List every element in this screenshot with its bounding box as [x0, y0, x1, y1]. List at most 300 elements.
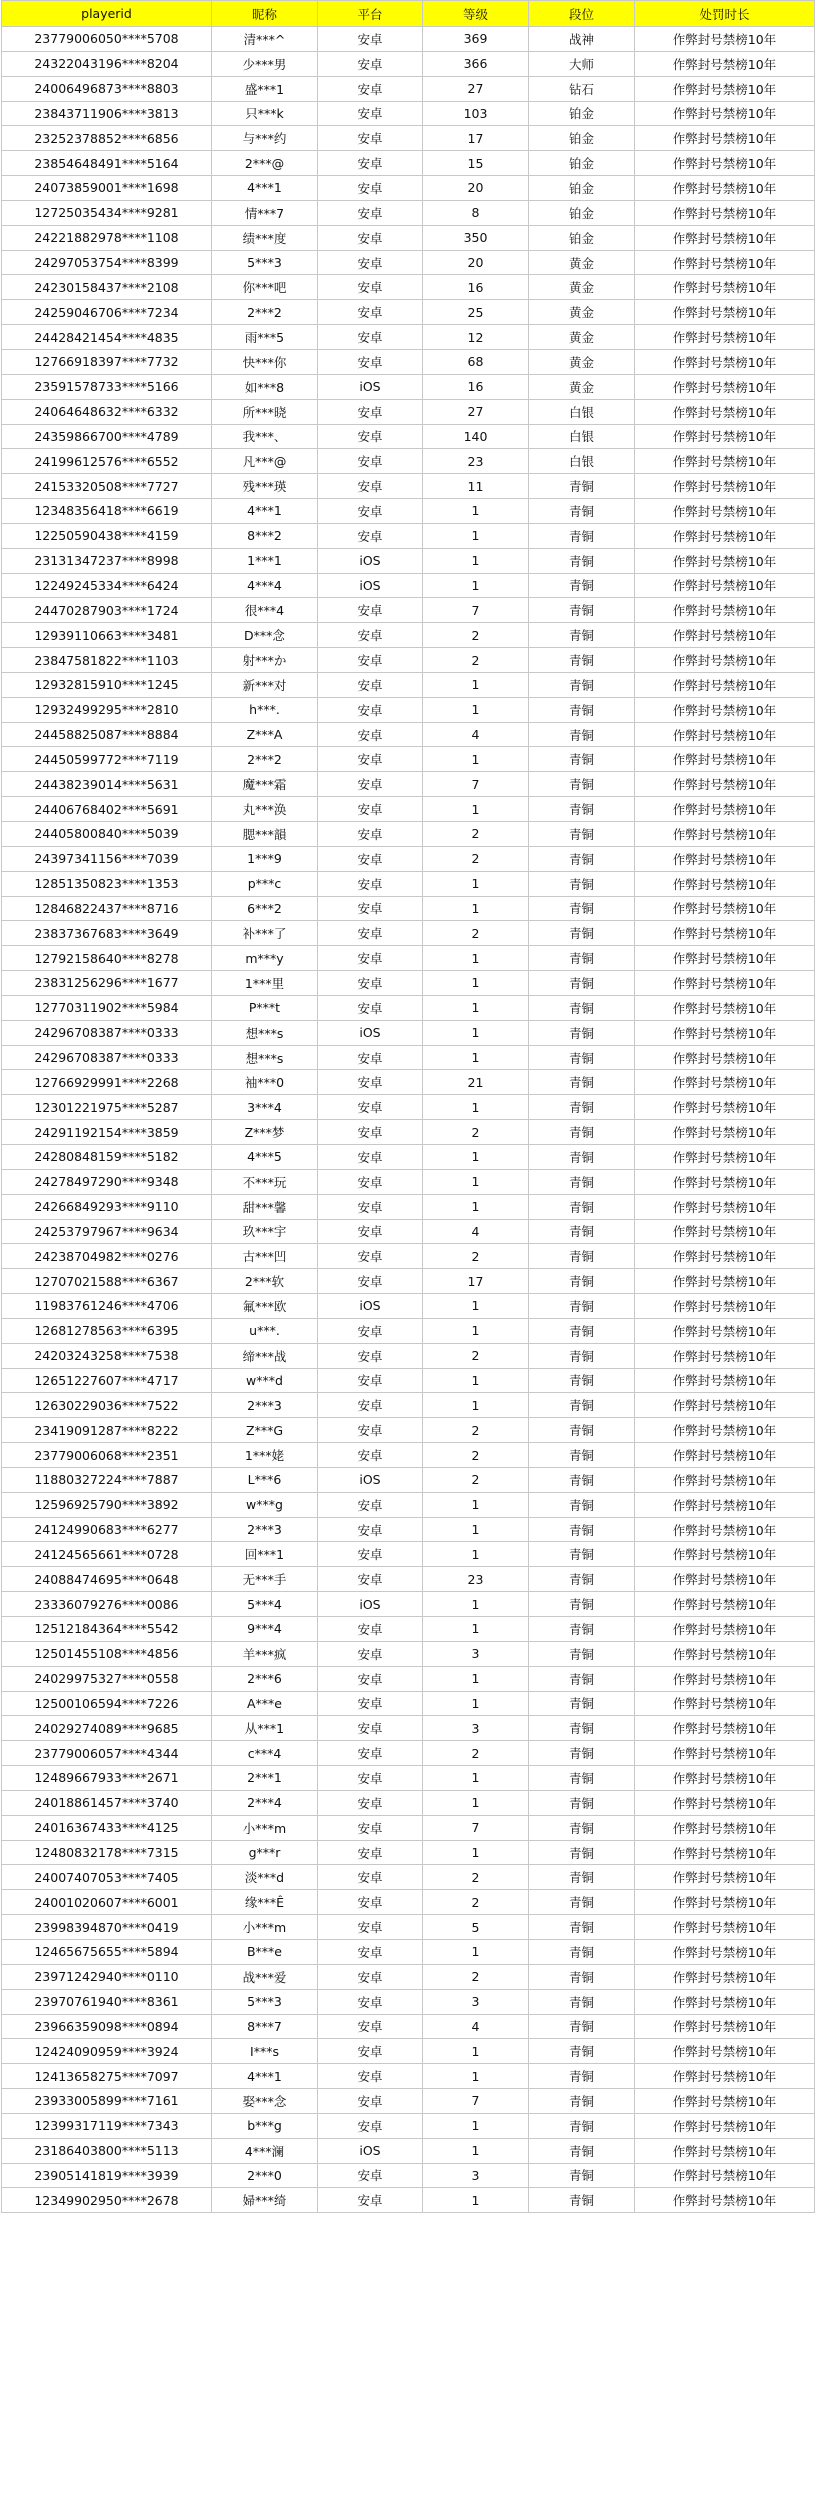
- cell-level: 1: [423, 2113, 529, 2138]
- table-row: [2, 1095, 815, 1120]
- cell-rank: 青铜: [529, 896, 635, 921]
- cell-nickname: c***4: [212, 1741, 318, 1766]
- cell-level: 1: [423, 1194, 529, 1219]
- cell-penalty: 作弊封号禁榜10年: [635, 325, 815, 350]
- cell-playerid: 24088474695****0648: [2, 1567, 212, 1592]
- cell-rank: 青铜: [529, 523, 635, 548]
- cell-level: 7: [423, 1815, 529, 1840]
- cell-nickname: 魔***霜: [212, 772, 318, 797]
- cell-platform: 安卓: [318, 1716, 423, 1741]
- cell-level: 1: [423, 747, 529, 772]
- cell-penalty: 作弊封号禁榜10年: [635, 523, 815, 548]
- cell-level: 369: [423, 27, 529, 52]
- cell-penalty: 作弊封号禁榜10年: [635, 1741, 815, 1766]
- table-row: [2, 126, 815, 151]
- table-row: [2, 2113, 815, 2138]
- cell-playerid: 23779006057****4344: [2, 1741, 212, 1766]
- table-row: [2, 1443, 815, 1468]
- cell-platform: 安卓: [318, 772, 423, 797]
- cell-rank: 青铜: [529, 2113, 635, 2138]
- cell-platform: iOS: [318, 1467, 423, 1492]
- cell-nickname: 快***你: [212, 349, 318, 374]
- cell-playerid: 23831256296****1677: [2, 971, 212, 996]
- cell-nickname: 2***0: [212, 2163, 318, 2188]
- cell-rank: 白银: [529, 399, 635, 424]
- cell-playerid: 23905141819****3939: [2, 2163, 212, 2188]
- cell-platform: iOS: [318, 1020, 423, 1045]
- cell-rank: 大师: [529, 51, 635, 76]
- cell-level: 1: [423, 1592, 529, 1617]
- cell-penalty: 作弊封号禁榜10年: [635, 1244, 815, 1269]
- cell-rank: 白银: [529, 449, 635, 474]
- table-row: [2, 1567, 815, 1592]
- cell-playerid: 23591578733****5166: [2, 374, 212, 399]
- cell-platform: 安卓: [318, 27, 423, 52]
- cell-penalty: 作弊封号禁榜10年: [635, 1343, 815, 1368]
- cell-nickname: 甜***馨: [212, 1194, 318, 1219]
- cell-rank: 青铜: [529, 548, 635, 573]
- cell-nickname: B***e: [212, 1939, 318, 1964]
- cell-playerid: 12489667933****2671: [2, 1766, 212, 1791]
- cell-platform: 安卓: [318, 225, 423, 250]
- cell-nickname: g***r: [212, 1840, 318, 1865]
- cell-platform: 安卓: [318, 499, 423, 524]
- table-row: [2, 449, 815, 474]
- cell-rank: 青铜: [529, 1617, 635, 1642]
- cell-platform: 安卓: [318, 623, 423, 648]
- cell-level: 366: [423, 51, 529, 76]
- cell-penalty: 作弊封号禁榜10年: [635, 2188, 815, 2213]
- cell-penalty: 作弊封号禁榜10年: [635, 1915, 815, 1940]
- cell-platform: 安卓: [318, 1964, 423, 1989]
- cell-level: 1: [423, 1840, 529, 1865]
- table-row: [2, 846, 815, 871]
- cell-platform: 安卓: [318, 1169, 423, 1194]
- cell-level: 2: [423, 1120, 529, 1145]
- cell-playerid: 23779006068****2351: [2, 1443, 212, 1468]
- cell-rank: 青铜: [529, 797, 635, 822]
- cell-platform: 安卓: [318, 2014, 423, 2039]
- cell-platform: 安卓: [318, 1120, 423, 1145]
- cell-rank: 青铜: [529, 921, 635, 946]
- cell-rank: 青铜: [529, 1294, 635, 1319]
- cell-platform: 安卓: [318, 300, 423, 325]
- cell-penalty: 作弊封号禁榜10年: [635, 2163, 815, 2188]
- cell-penalty: 作弊封号禁榜10年: [635, 921, 815, 946]
- cell-penalty: 作弊封号禁榜10年: [635, 1815, 815, 1840]
- cell-nickname: 无***手: [212, 1567, 318, 1592]
- cell-nickname: 情***7: [212, 200, 318, 225]
- cell-rank: 青铜: [529, 747, 635, 772]
- cell-level: 2: [423, 822, 529, 847]
- cell-platform: 安卓: [318, 1890, 423, 1915]
- cell-rank: 青铜: [529, 1045, 635, 1070]
- cell-platform: 安卓: [318, 2064, 423, 2089]
- table-row: [2, 474, 815, 499]
- cell-penalty: 作弊封号禁榜10年: [635, 1641, 815, 1666]
- cell-nickname: 少***男: [212, 51, 318, 76]
- cell-penalty: 作弊封号禁榜10年: [635, 51, 815, 76]
- table-row: [2, 225, 815, 250]
- cell-platform: 安卓: [318, 1815, 423, 1840]
- cell-nickname: w***d: [212, 1368, 318, 1393]
- cell-platform: 安卓: [318, 747, 423, 772]
- cell-penalty: 作弊封号禁榜10年: [635, 1219, 815, 1244]
- cell-level: 4: [423, 2014, 529, 2039]
- cell-nickname: 8***2: [212, 523, 318, 548]
- cell-rank: 青铜: [529, 2188, 635, 2213]
- table-row: [2, 2014, 815, 2039]
- cell-rank: 青铜: [529, 2138, 635, 2163]
- cell-level: 16: [423, 275, 529, 300]
- cell-rank: 青铜: [529, 1095, 635, 1120]
- cell-platform: 安卓: [318, 995, 423, 1020]
- cell-platform: iOS: [318, 548, 423, 573]
- cell-level: 103: [423, 101, 529, 126]
- table-row: [2, 1120, 815, 1145]
- cell-platform: 安卓: [318, 1492, 423, 1517]
- cell-penalty: 作弊封号禁榜10年: [635, 896, 815, 921]
- cell-playerid: 12651227607****4717: [2, 1368, 212, 1393]
- cell-rank: 铂金: [529, 101, 635, 126]
- column-header-penalty: 处罚时长: [635, 1, 815, 27]
- cell-nickname: 所***晓: [212, 399, 318, 424]
- cell-platform: 安卓: [318, 1766, 423, 1791]
- cell-rank: 青铜: [529, 722, 635, 747]
- cell-platform: 安卓: [318, 2089, 423, 2114]
- column-header-level: 等级: [423, 1, 529, 27]
- cell-platform: 安卓: [318, 1393, 423, 1418]
- cell-nickname: 只***k: [212, 101, 318, 126]
- cell-rank: 黄金: [529, 349, 635, 374]
- table-row: [2, 1840, 815, 1865]
- cell-penalty: 作弊封号禁榜10年: [635, 176, 815, 201]
- cell-platform: 安卓: [318, 474, 423, 499]
- cell-level: 1: [423, 2138, 529, 2163]
- cell-platform: 安卓: [318, 275, 423, 300]
- cell-nickname: 5***3: [212, 250, 318, 275]
- cell-level: 1: [423, 797, 529, 822]
- cell-nickname: 5***4: [212, 1592, 318, 1617]
- cell-penalty: 作弊封号禁榜10年: [635, 2089, 815, 2114]
- cell-platform: 安卓: [318, 1567, 423, 1592]
- cell-penalty: 作弊封号禁榜10年: [635, 1294, 815, 1319]
- cell-level: 17: [423, 1269, 529, 1294]
- table-row: [2, 1244, 815, 1269]
- cell-platform: 安卓: [318, 250, 423, 275]
- cell-rank: 白银: [529, 424, 635, 449]
- cell-rank: 青铜: [529, 871, 635, 896]
- cell-platform: 安卓: [318, 1666, 423, 1691]
- cell-platform: 安卓: [318, 76, 423, 101]
- cell-rank: 黄金: [529, 374, 635, 399]
- table-row: [2, 697, 815, 722]
- cell-level: 1: [423, 573, 529, 598]
- cell-playerid: 24322043196****8204: [2, 51, 212, 76]
- cell-nickname: 氟***欧: [212, 1294, 318, 1319]
- cell-nickname: 3***4: [212, 1095, 318, 1120]
- cell-playerid: 12500106594****7226: [2, 1691, 212, 1716]
- cell-level: 140: [423, 424, 529, 449]
- cell-level: 27: [423, 76, 529, 101]
- table-row: [2, 1517, 815, 1542]
- cell-rank: 青铜: [529, 1443, 635, 1468]
- cell-playerid: 24359866700****4789: [2, 424, 212, 449]
- cell-nickname: 2***2: [212, 300, 318, 325]
- table-row: [2, 1766, 815, 1791]
- cell-penalty: 作弊封号禁榜10年: [635, 946, 815, 971]
- cell-nickname: h***.: [212, 697, 318, 722]
- cell-nickname: 1***姥: [212, 1443, 318, 1468]
- cell-penalty: 作弊封号禁榜10年: [635, 548, 815, 573]
- cell-platform: 安卓: [318, 722, 423, 747]
- cell-penalty: 作弊封号禁榜10年: [635, 101, 815, 126]
- cell-level: 1: [423, 523, 529, 548]
- table-row: [2, 1269, 815, 1294]
- cell-level: 1: [423, 946, 529, 971]
- cell-level: 1: [423, 2064, 529, 2089]
- cell-level: 23: [423, 449, 529, 474]
- cell-level: 16: [423, 374, 529, 399]
- cell-rank: 青铜: [529, 1020, 635, 1045]
- table-row: [2, 672, 815, 697]
- cell-rank: 青铜: [529, 2014, 635, 2039]
- cell-platform: 安卓: [318, 176, 423, 201]
- cell-platform: 安卓: [318, 399, 423, 424]
- cell-rank: 铂金: [529, 126, 635, 151]
- cell-playerid: 23419091287****8222: [2, 1418, 212, 1443]
- cell-playerid: 23186403800****5113: [2, 2138, 212, 2163]
- cell-nickname: 5***3: [212, 1989, 318, 2014]
- table-row: [2, 1219, 815, 1244]
- cell-nickname: m***y: [212, 946, 318, 971]
- cell-level: 5: [423, 1915, 529, 1940]
- cell-nickname: 凡***@: [212, 449, 318, 474]
- cell-playerid: 12480832178****7315: [2, 1840, 212, 1865]
- cell-playerid: 11880327224****7887: [2, 1467, 212, 1492]
- cell-nickname: 不***玩: [212, 1169, 318, 1194]
- table-row: [2, 995, 815, 1020]
- cell-level: 1: [423, 971, 529, 996]
- cell-playerid: 12932499295****2810: [2, 697, 212, 722]
- cell-rank: 青铜: [529, 1989, 635, 2014]
- cell-rank: 青铜: [529, 1368, 635, 1393]
- cell-level: 2: [423, 846, 529, 871]
- cell-playerid: 24405800840****5039: [2, 822, 212, 847]
- cell-playerid: 12249245334****6424: [2, 573, 212, 598]
- table-row: [2, 1343, 815, 1368]
- cell-playerid: 12725035434****9281: [2, 200, 212, 225]
- cell-playerid: 23933005899****7161: [2, 2089, 212, 2114]
- cell-nickname: 淡***d: [212, 1865, 318, 1890]
- table-row: [2, 598, 815, 623]
- cell-playerid: 12512184364****5542: [2, 1617, 212, 1642]
- cell-penalty: 作弊封号禁榜10年: [635, 747, 815, 772]
- cell-playerid: 24280848159****5182: [2, 1144, 212, 1169]
- cell-penalty: 作弊封号禁榜10年: [635, 1592, 815, 1617]
- cell-nickname: 2***3: [212, 1393, 318, 1418]
- cell-platform: 安卓: [318, 523, 423, 548]
- table-row: [2, 1741, 815, 1766]
- cell-penalty: 作弊封号禁榜10年: [635, 1517, 815, 1542]
- cell-rank: 青铜: [529, 697, 635, 722]
- cell-penalty: 作弊封号禁榜10年: [635, 1989, 815, 2014]
- cell-penalty: 作弊封号禁榜10年: [635, 250, 815, 275]
- cell-rank: 青铜: [529, 1144, 635, 1169]
- cell-nickname: 2***6: [212, 1666, 318, 1691]
- cell-platform: 安卓: [318, 1443, 423, 1468]
- table-row: [2, 300, 815, 325]
- cell-rank: 青铜: [529, 1070, 635, 1095]
- cell-playerid: 23837367683****3649: [2, 921, 212, 946]
- cell-level: 2: [423, 1890, 529, 1915]
- cell-penalty: 作弊封号禁榜10年: [635, 648, 815, 673]
- cell-playerid: 12465675655****5894: [2, 1939, 212, 1964]
- cell-level: 68: [423, 349, 529, 374]
- cell-playerid: 12424090959****3924: [2, 2039, 212, 2064]
- cell-rank: 青铜: [529, 946, 635, 971]
- cell-platform: iOS: [318, 374, 423, 399]
- cell-level: 11: [423, 474, 529, 499]
- cell-platform: 安卓: [318, 1144, 423, 1169]
- cell-playerid: 24153320508****7727: [2, 474, 212, 499]
- cell-rank: 青铜: [529, 1865, 635, 1890]
- cell-nickname: Z***梦: [212, 1120, 318, 1145]
- cell-platform: 安卓: [318, 921, 423, 946]
- cell-nickname: 2***3: [212, 1517, 318, 1542]
- table-row: [2, 971, 815, 996]
- cell-platform: 安卓: [318, 1070, 423, 1095]
- cell-level: 21: [423, 1070, 529, 1095]
- cell-level: 1: [423, 995, 529, 1020]
- cell-penalty: 作弊封号禁榜10年: [635, 2113, 815, 2138]
- cell-nickname: 1***里: [212, 971, 318, 996]
- cell-penalty: 作弊封号禁榜10年: [635, 1045, 815, 1070]
- cell-platform: 安卓: [318, 1269, 423, 1294]
- cell-rank: 青铜: [529, 1641, 635, 1666]
- table-row: [2, 2163, 815, 2188]
- cell-playerid: 23971242940****0110: [2, 1964, 212, 1989]
- column-header-playerid: playerid: [2, 1, 212, 27]
- cell-rank: 青铜: [529, 1766, 635, 1791]
- table-row: [2, 2064, 815, 2089]
- cell-platform: 安卓: [318, 846, 423, 871]
- cell-level: 1: [423, 1169, 529, 1194]
- cell-playerid: 24458825087****8884: [2, 722, 212, 747]
- table-header: [2, 1, 815, 27]
- table-row: [2, 1020, 815, 1045]
- cell-nickname: 补***了: [212, 921, 318, 946]
- cell-level: 2: [423, 1244, 529, 1269]
- cell-nickname: 4***1: [212, 2064, 318, 2089]
- table-row: [2, 1641, 815, 1666]
- cell-level: 1: [423, 1095, 529, 1120]
- cell-rank: 青铜: [529, 1915, 635, 1940]
- table-row: [2, 1368, 815, 1393]
- cell-nickname: 4***1: [212, 499, 318, 524]
- ban-list-table: [1, 0, 815, 2213]
- cell-penalty: 作弊封号禁榜10年: [635, 349, 815, 374]
- cell-nickname: 新***对: [212, 672, 318, 697]
- cell-playerid: 12681278563****6395: [2, 1318, 212, 1343]
- table-row: [2, 1070, 815, 1095]
- cell-penalty: 作弊封号禁榜10年: [635, 672, 815, 697]
- cell-rank: 青铜: [529, 1318, 635, 1343]
- cell-playerid: 12770311902****5984: [2, 995, 212, 1020]
- cell-playerid: 12939110663****3481: [2, 623, 212, 648]
- cell-nickname: w***g: [212, 1492, 318, 1517]
- cell-level: 1: [423, 1020, 529, 1045]
- cell-level: 4: [423, 722, 529, 747]
- table-row: [2, 1169, 815, 1194]
- cell-penalty: 作弊封号禁榜10年: [635, 797, 815, 822]
- cell-level: 1: [423, 499, 529, 524]
- cell-playerid: 12413658275****7097: [2, 2064, 212, 2089]
- cell-playerid: 12932815910****1245: [2, 672, 212, 697]
- cell-level: 27: [423, 399, 529, 424]
- cell-rank: 青铜: [529, 1691, 635, 1716]
- cell-penalty: 作弊封号禁榜10年: [635, 1070, 815, 1095]
- cell-rank: 黄金: [529, 325, 635, 350]
- cell-playerid: 12501455108****4856: [2, 1641, 212, 1666]
- cell-rank: 青铜: [529, 1517, 635, 1542]
- cell-playerid: 24199612576****6552: [2, 449, 212, 474]
- cell-platform: 安卓: [318, 1939, 423, 1964]
- cell-penalty: 作弊封号禁榜10年: [635, 76, 815, 101]
- cell-platform: 安卓: [318, 2188, 423, 2213]
- cell-penalty: 作弊封号禁榜10年: [635, 598, 815, 623]
- cell-playerid: 24397341156****7039: [2, 846, 212, 871]
- cell-level: 3: [423, 1989, 529, 2014]
- cell-nickname: 古***凹: [212, 1244, 318, 1269]
- cell-nickname: 4***4: [212, 573, 318, 598]
- cell-penalty: 作弊封号禁榜10年: [635, 225, 815, 250]
- cell-nickname: 小***m: [212, 1815, 318, 1840]
- table-row: [2, 573, 815, 598]
- cell-penalty: 作弊封号禁榜10年: [635, 846, 815, 871]
- cell-rank: 青铜: [529, 672, 635, 697]
- cell-platform: 安卓: [318, 2113, 423, 2138]
- cell-platform: 安卓: [318, 101, 423, 126]
- cell-level: 1: [423, 896, 529, 921]
- table-row: [2, 1144, 815, 1169]
- cell-level: 1: [423, 1766, 529, 1791]
- cell-platform: 安卓: [318, 1343, 423, 1368]
- cell-penalty: 作弊封号禁榜10年: [635, 1666, 815, 1691]
- cell-nickname: 8***7: [212, 2014, 318, 2039]
- cell-penalty: 作弊封号禁榜10年: [635, 1418, 815, 1443]
- table-row: [2, 325, 815, 350]
- table-row: [2, 151, 815, 176]
- cell-playerid: 24073859001****1698: [2, 176, 212, 201]
- cell-playerid: 11983761246****4706: [2, 1294, 212, 1319]
- cell-nickname: 6***2: [212, 896, 318, 921]
- table-row: [2, 250, 815, 275]
- cell-rank: 青铜: [529, 1418, 635, 1443]
- cell-penalty: 作弊封号禁榜10年: [635, 722, 815, 747]
- cell-level: 1: [423, 2039, 529, 2064]
- table-row: [2, 1989, 815, 2014]
- cell-penalty: 作弊封号禁榜10年: [635, 275, 815, 300]
- table-row: [2, 623, 815, 648]
- cell-playerid: 24253797967****9634: [2, 1219, 212, 1244]
- table-row: [2, 2138, 815, 2163]
- table-row: [2, 51, 815, 76]
- cell-rank: 青铜: [529, 1666, 635, 1691]
- cell-platform: 安卓: [318, 648, 423, 673]
- table-row: [2, 1194, 815, 1219]
- column-header-rank: 段位: [529, 1, 635, 27]
